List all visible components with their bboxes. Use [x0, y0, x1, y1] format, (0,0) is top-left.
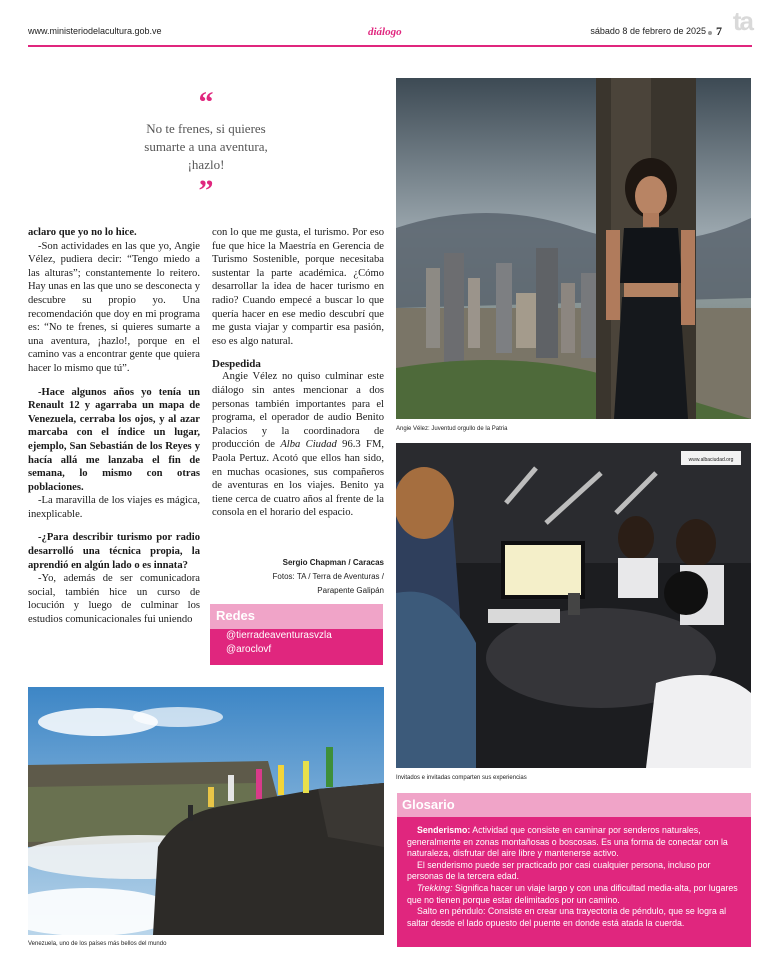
separator-dot-icon: [708, 31, 712, 35]
tepui-caption: Venezuela, uno de los países más bellos del mundo: [28, 941, 167, 947]
issue-date: sábado 8 de febrero de 2025: [590, 26, 706, 36]
question-paragraph: -Hace algunos años yo tenía un Renault 12 y agarraba un mapa de Venezuela, cerraba los ojos, y al azar marcaba con el índice un lugar, ejemplo, San Sebastián de los Reyes y hacía allá me lanzaba el fin de semana, lo mismo con otras poblaciones.: [28, 386, 200, 493]
question-paragraph: -¿Para describir turismo por radio desarrolló una técnica propia, la aprendió en algún lado o es innata?: [28, 532, 200, 571]
subheading-despedida: Despedida: [212, 358, 261, 371]
site-url[interactable]: www.ministeriodelacultura.gob.ve: [28, 26, 162, 36]
glossary-title: Glosario: [397, 793, 751, 817]
answer-paragraph: con lo que me gusta, el turismo. Por eso fue que hice la Maestría en Gerencia de Turismo Sostenible, porque necesitaba sustentar la parte académica. ¿Cómo desarrollar la idea de hacer turismo en radio? Cuando empecé a buscar lo que quería hacer en ese medio descubrí que me gusta viajar y compartir esa pasión, eso es algo natural.: [212, 227, 384, 347]
glossary-body: [397, 817, 751, 929]
header-divider: [28, 45, 752, 47]
photo-credit: Parapente Galipán: [317, 586, 384, 595]
tepui-photo: [28, 687, 384, 935]
section-name: diálogo: [368, 26, 402, 38]
social-box: [210, 604, 383, 665]
glossary-box: [397, 793, 751, 947]
studio-photo: [396, 443, 751, 768]
byline: [212, 556, 384, 598]
answer-end: aclaro que yo no lo hice.: [28, 227, 137, 238]
photo-credit: Fotos: TA / Terra de Aventuras /: [272, 572, 384, 581]
answer-paragraph: -La maravilla de los viajes es mágica, inexplicable.: [28, 495, 200, 520]
portrait-caption: Angie Vélez: Juventud orgullo de la Patria: [396, 426, 508, 432]
studio-caption: Invitados e invitadas comparten sus experiencias: [396, 775, 527, 781]
page-header: [28, 0, 752, 47]
brand-logo: ta: [732, 6, 752, 36]
social-box-title: Redes: [210, 604, 383, 629]
glossary-entry: Salto en péndulo: Consiste en crear una trayectoria de péndulo, que se logra al saltar desde el lado opuesto del puente en donde está atada la cuerda.: [407, 906, 727, 928]
social-handle[interactable]: @aroclovf: [226, 644, 272, 655]
portrait-photo: [396, 78, 751, 419]
article-column-1: [28, 226, 200, 627]
glossary-entry: Senderismo: Actividad que consiste en caminar por senderos naturales, generalmente en zonas montañosas o boscosas. Es una forma de conectar con la naturaleza, disfrutar del aire libre y mantenerse activo.: [407, 825, 728, 859]
glossary-entry: El senderismo puede ser practicado por casi cualquier persona, incluso por personas de la tercera edad.: [407, 859, 711, 882]
pull-quote-text: No te frenes, si quieres sumarte a una aventura, ¡hazlo!: [144, 121, 268, 172]
article-column-2: [212, 226, 384, 520]
answer-paragraph: -Son actividades en las que yo, Angie Vélez, pudiera decir: “Tengo miedo a las alturas”; constantemente lo reitero. Hay unas en las que uno se desconecta y descubre su propio yo. Una recomendación que doy en mi programa es: “No te frenes, si quieres sumarte a una aventura, ¡hazlo!, porque en el camino vas a encontrar gente que quiera hacer lo mismo que tú”.: [28, 240, 200, 374]
closing-paragraph: Angie Vélez no quiso culminar este diálogo sin antes mencionar a dos personas también importantes para el programa, el operador de audio Benito Palacios y la coordinadora de producción de Alba Ciudad 96.3 FM, Paola Pertuz. Acotó que ellos han sido, en muchas ocasiones, sus compañeros de aventuras en los viajes. Benito ya tiene cerca de cuatro años al frente de la consola en el horario del espacio.: [212, 371, 385, 519]
pull-quote: [130, 86, 282, 207]
page-number: 7: [716, 24, 722, 38]
social-handle[interactable]: @tierradeaventurasvzla: [226, 630, 332, 641]
close-quote-icon: ”: [198, 174, 214, 207]
studio-sign: www.albaciudad.org: [688, 457, 734, 463]
answer-paragraph: -Yo, además de ser comunicadora social, también hice un curso de locución y luego de culminar los estudios comunicacionales fui uniendo: [28, 573, 200, 626]
open-quote-icon: “: [198, 86, 214, 119]
glossary-entry: Trekking: Significa hacer un viaje largo y con una dificultad media-alta, por lugares que no tienen porque estar delimitados por un camino.: [407, 882, 738, 905]
author-credit: Sergio Chapman / Caracas: [282, 558, 384, 567]
